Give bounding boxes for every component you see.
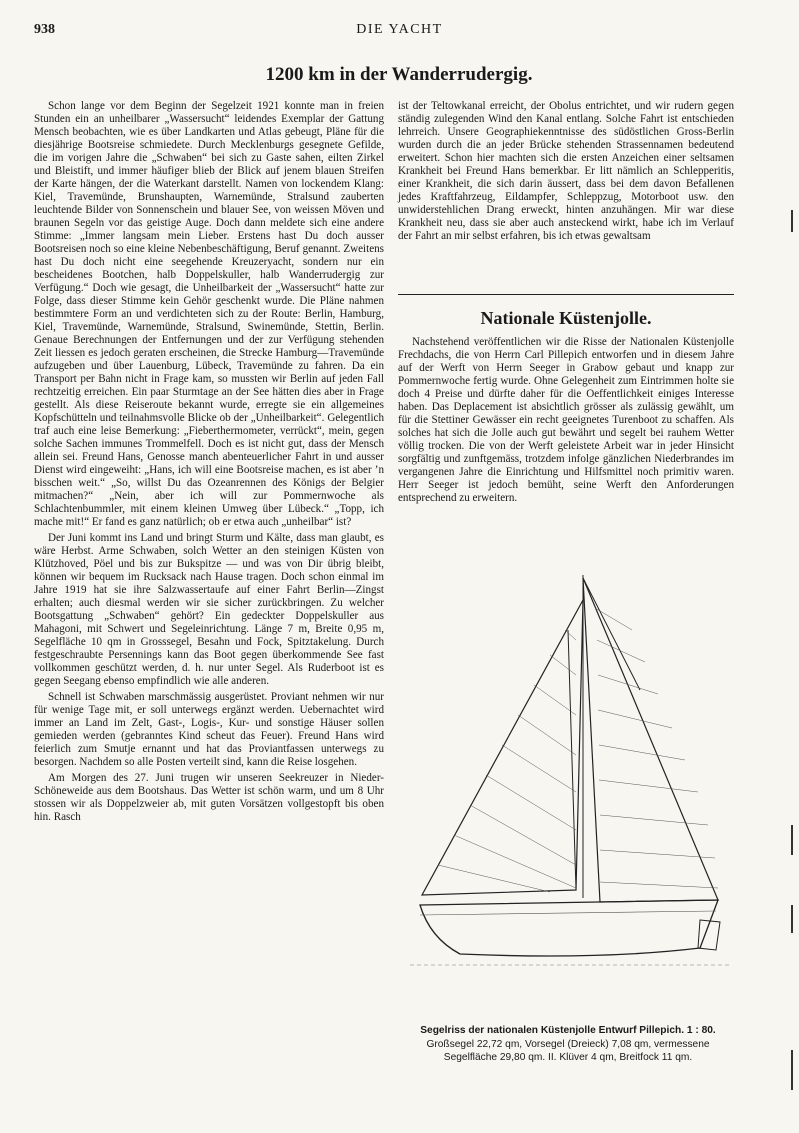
article-paragraph: Der Juni kommt ins Land und bringt Sturm und Kälte, dass man glaubt, es wäre Herbst. Arme Schwaben, solch Wetter an den steinigen Küsten von Klützhoved, Pöel und bis zur Bukspitze — und was von Dir übrig bleibt, können wir bequem im Rucksack nach Hause tragen. Doch schon einmal im Jahre 1919 hat sie ihre Salzwassertaufe auf einer Fahrt Berlin—Zingst erhalten; auch diesmal werden wir sie sicher zurückbringen. Zu welcher Bootsgattung „Schwaben“ gehört? Ein gedeckter Doppelskuller aus Mahagoni, mit Schwert und Segeleinrichtung. Länge 7 m, Breite 0,95 m, Segelfläche 10 qm in Grosssegel, Besahn und Fock, Spitztakelung. Durch festgeschraubte Persennings kann das Boot gegen überkommende See fast vollkommen geschützt werden, d. h. nur unter Segel. Als Ruderboot ist es gegen Seegang ebenso empfindlich wie alle anderen. (34, 532, 384, 687)
hull-outline (420, 900, 718, 956)
running-title: DIE YACHT (356, 22, 443, 37)
page-number: 938 (34, 22, 55, 37)
caption-title: Segelriss der nationalen Küstenjolle Entwurf Pillepich. 1 : 80. (420, 1025, 716, 1036)
left-column (34, 100, 384, 824)
section-divider (398, 294, 734, 295)
scan-edge-mark (791, 905, 793, 933)
foresail-outline (422, 600, 583, 895)
sail-plan-drawing (400, 570, 736, 990)
article-continuation: ist der Teltowkanal erreicht, der Obolus entrichtet, und wir rudern gegen ständig zulegenden Wind den Kanal entlang. Solche Fahrt ist entschieden lehrreich. Unsere Geographiekenntnisse des südöstlichen Gross-Berlin wurden durch die an jeder Brücke stehenden Strassennamen bedeutend erweitert. Schon hier machten sich die ersten Anzeichen einer seltsamen Krankheit bei Freund Hans bemerkbar. Er litt nämlich an Schlepperitis, einer Krankheit, die sich darin äussert, dass bei dem davon Befallenen jedes Kraftfahrzeug, Eildampfer, Schleppzug, Motorboot usw. den unwiderstehlichen Drang erweckt, hinten anzuhängen. Mir war diese Krankheit neu, dass sie aber auch ansteckend wirkt, habe ich im Verlauf der Fahrt an mir selbst erfahren, bis ich etwas gewaltsam (398, 100, 734, 242)
article-title: 1200 km in der Wanderrudergig. (265, 64, 533, 85)
article-paragraph: Nachstehend veröffentlichen wir die Risse der Nationalen Küstenjolle Frechdachs, die von Herrn Carl Pillepich entworfen und in diesem Jahre auf der Werft von Herrn Seeger in Grabow gebaut und knapp zur Pommernwoche fertig wurde. Ohne Gelegenheit zum Eintrimmen holte sie doch 4 Preise und dürfte daher für die Oeffentlichkeit einiges Interesse haben. Das Deplacement ist absichtlich grösser als zulässig gewählt, um für die Stettiner Gewässer ein recht geeignetes Turenboot zu schaffen. Als solches hat sich die Jolle auch gut bewährt und segelt bei rauhem Wetter völlig trocken. Die von der Werft geleistete Arbeit war in jeder Hinsicht sorgfältig und zunftgemäss, trotzdem infolge gänzlichen Niederbrandes im vergangenen Jahre die Einrichtung und Hilfsmittel noch primitiv waren. Herr Seeger ist jedoch bemüht, seine Werft den Anforderungen entsprechend zu erweitern. (398, 336, 734, 504)
scan-edge-mark (791, 210, 793, 232)
scan-edge-mark (791, 1050, 793, 1090)
article-paragraph: Am Morgen des 27. Juni trugen wir unseren Seekreuzer in Nieder-Schöneweide aus dem Bootshaus. Das Wetter ist schön warm, und um 8 Uhr stossen wir als Doppelzweier ab, mit guten Vorsätzen vollgestopft bis oben hin. Rasch (34, 772, 384, 823)
scan-edge-mark (791, 825, 793, 855)
figure-caption (400, 1024, 736, 1065)
article-paragraph: Schon lange vor dem Beginn der Segelzeit 1921 konnte man in freien Stunden ein an unheilbarer „Wassersucht“ leidendes Exemplar der Gattung Mensch beobachten, wie es über Landkarten und Atlas gebeugt, Pläne für die diesjährige Bootsreise schmiedete. Durch Mecklenburgs gesegnete Gefilde, die im vorigen Jahre die „Schwaben“ bei sich zu Gaste sahen, eilten Zirkel und Bleistift, und immer häufiger blieb der Blick auf jenem blauen Streifen der Karte hängen, der die Waterkant darstellt. Namen von lockendem Klang: Kiel, Travemünde, Brunshaupten, Warnemünde, Stralsund zauberten leuchtende Bilder von Sonnenschein und blauer See, von weissen Möven und braunen Segeln vor das geistige Auge. Doch dann meldete sich eine andere Stimme: „Immer langsam mein Lieber. Erstens hast Du doch ausser Bootsreisen noch so eine kleine Nebenbeschäftigung, Beruf genannt. Zweitens hast Du doch nicht eine seegehende Kreuzeryacht, sondern nur ein bescheidenes Bootchen, halb Doppelskuller, halb Wanderrudergig zur Verfügung.“ Doch wie gesagt, die Unheilbarkeit der „Wassersucht“ hatte zur Folge, dass dieser Stimme kein Gehör geschenkt wurde. Die Pläne nahmen bestimmtere Form an und verdichteten sich zu der Route: Berlin, Hamburg, Kiel, Travemünde, Warnemünde, Stralsund, Swinemünde, Stettin, Berlin. Genaue Berechnungen der Entfernungen und der zur Verfügung stehenden Zeit liessen es jedoch geraten erscheinen, die Strecke Hamburg—Travemünde aufzugeben und über Lauenburg, Lübeck, Travemünde zu fahren. Da ein Transport per Bahn nicht in Frage kam, so mussten wir Berlin auf jeden Fall rechtzeitig erreichen. Ein paar Sturmtage an der See hätten dies aber in Frage gestellt. Als diese Reiseroute bekannt wurde, erregte sie ein allgemeines Kopfschütteln und teilnahmsvolle Blicke ob der „Unheilbarkeit“. Gelegentlich traf auch eine leise Bemerkung: „Fieberthermometer, verrückt“, mein, gegen solche Sachen immunes Trommelfell. Doch es ist nicht gut, dass der Mensch allein sei. Freund Hans, Genosse manch abenteuerlicher Fahrt in und ausser Dienst wird eingeweiht: „Hans, ich will eine Bootsreise machen, es ist aber ’n bisschen weit.“ „So, willst Du das Ozeanrennen des Königs der Belgier mitmachen?“ „Nein, aber ich will zur Pommernwoche als Schlachtenbummler, mit einem kleinen Umweg über Lübeck.“ „Topp, ich mache mit!“ Er fand es ganz natürlich; ob er etwa auch „unheilbar“ ist? (34, 100, 384, 528)
article-paragraph: Schnell ist Schwaben marschmässig ausgerüstet. Proviant nehmen wir nur für wenige Tage mit, er soll unterwegs ergänzt werden. Uebernachtet wird immer an Land im Zelt, Gast-, Logis-, Kur- und sonstige Häuser sollen gemieden werden (gebranntes Kind scheut das Feuer). Freund Hans wird feierlich zum Smutje ernannt und hat das Proviantfassen unterwegs zu besorgen. Nachdem so alle Posten verteilt sind, kann die Reise losgehen. (34, 691, 384, 768)
right-column-top (398, 100, 734, 243)
section-title: Nationale Küstenjolle. (480, 308, 652, 328)
caption-text: Großsegel 22,72 qm, Vorsegel (Dreieck) 7,08 qm, vermessene Segelfläche 29,80 qm. II. Klüver 4 qm, Breitfock 11 qm. (426, 1038, 710, 1063)
right-column-bottom (398, 336, 734, 505)
